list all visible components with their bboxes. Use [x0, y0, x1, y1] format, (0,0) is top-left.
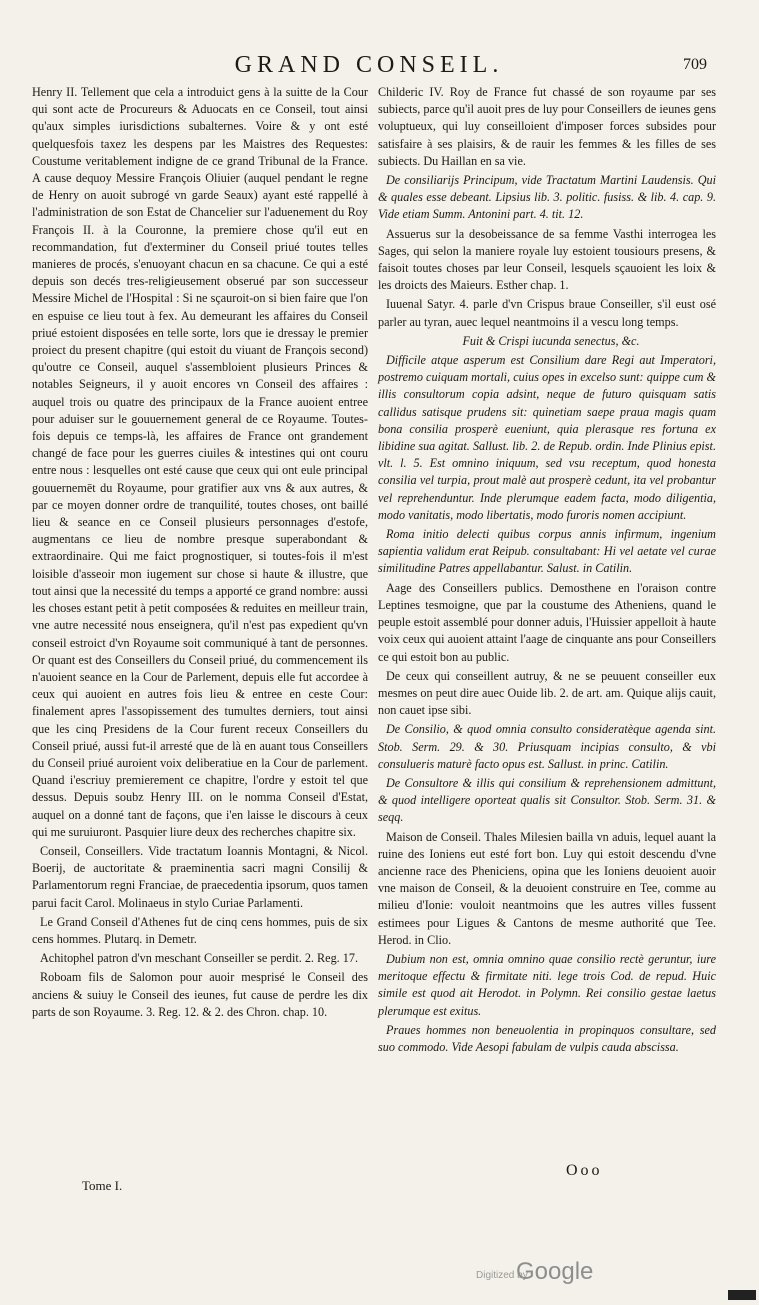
page-title: GRAND CONSEIL. — [234, 52, 504, 78]
paragraph: Henry II. Tellement que cela a introduict gens à la suitte de la Cour qui sont acte de Procureurs & Aduocats en ce Conseil, tout ainsi qu'aux simples iurisdictions subalternes. Voire & y ont esté quelquesfois taxez les despens par les Maistres des Requestes: Coustume veritablement indigne de ce grand Tribunal de la France. A cause dequoy Messire François Oliuier (auquel pendant le regne de Henry on auoit subrogé vn garde Seaux) ayant esté rappellé à l'administration de son Estat de Chancelier sur l'aduenement du Roy François II. à la Couronne, la premiere chose qu'il eut en recommandation, fut d'exterminer du Conseil priué toutes telles manieres de procés, s'enuoyant chacun en sa chacune. Ce qui a esté depuis son decés tres-religieusement obserué par son successeur Messire Michel de l'Hospital : Si ne sçauroit-on si bien faire que l'on en espuise ce lieu tout à fex. Au demeurant les affaires du Conseil priué estoient disposées en telle sorte, lors que ie dressay le premier proiect du present chapitre (qui estoit du viuant de François second) qu'outre ce Conseil, auquel s'assembloient plusieurs Princes & notables Seigneurs, il y auoit encores vn Conseil des affaires : auquel trois ou quatre des principaux de la France auoient entree pour aduiser sur le gouuernement general de ce Royaume. Toutes-fois depuis ce temps-là, les affaires de France ont grandement changé de face pour les guerres ciuiles & intestines qui ont couru entre nous : lesquelles ont esté cause que ceux qui ont eule principal gouuernemēt du Royaume, pour gratifier aux vns & aux autres, & par ce moyen donner ordre de tranquilité, toutes choses, ont baillé lieu & seance en ce Conseil plusieurs personnages d'estofe, augmentans ce lieu de nombre presque superabondant & extraordinaire. Qui me faict prognostiquer, si toutes-fois il m'est loisible d'asseoir mon iugement sur chose si haute & illustre, que tout ainsi que la necessité du temps a apporté ce grand nombre: aussi les choses estant petit à petit composées & reduites en meilleur train, vne autre necessité nous enseignera, qu'il n'est pas expedient qu'vn conseil estroict d'vn Royaume soit communiqué à tant de personnes. Or quant est des Conseillers du Conseil priué, du commencement ils n'auoient seance en la Cour de Parlement, depuis elle fut accordee à ceux qui auoient en autres fois lieu & entree en ceste Cour: finalement apres l'assopissement des tumultes derniers, tout ainsi que les cinq Presidens de la Cour furent receux Conseillers du Conseil priué, aussi fut-il arresté que de là en auant tous Conseillers du Conseil priué auroient voix deliberatiue en la Cour de parlement. Quand i'escriuy premierement ce chapitre, l'ordre y estoit tel que dessus. Depuis soubz Henry III. on le nomma Conseil d'Estat, auquel on a donné tant de façons, que i'en laisse le discours à ceux qui me suruiuront. Pasquier liure deux des recherches chapitre six. — [32, 85, 368, 839]
paragraph: De consiliarijs Principum, vide Tractatum Martini Laudensis. Qui & quales esse debeant. Lipsius lib. 3. politic. fusiss. & lib. 4. cap. 9. Vide etiam Summ. Antonini part. 4. tit. 12. — [378, 173, 716, 222]
paragraph: Conseil, Conseillers. Vide tractatum Ioannis Montagni, & Nicol. Boerij, de auctoritate & praeminentia sacri magni Consilij & Parlamentorum regni Franciae, de praecedentia ipsorum, quos tamen parui facit Carol. Molinaeus in stylo Curiae Parlamenti. — [32, 843, 368, 910]
watermark-prefix: Digitized by — [476, 1270, 528, 1281]
left-column — [32, 84, 368, 1023]
paragraph: Maison de Conseil. Thales Milesien bailla vn aduis, lequel auant la ruine des Ioniens eut esté fort bon. Luy qui estoit descendu d'vne ancienne race des Pheniciens, opina que les Ioniens deuoient auoir vne maison de Conseil, & la deuoient construire en Tee, comme au milieu d'Ionie: vouloit neantmoins que les autres villes fussent estimees pour Ligues & Cantons de mesme authorité que Tee. Herod. in Clio. — [378, 829, 716, 947]
paragraph: Aage des Conseillers publics. Demosthene en l'oraison contre Leptines tesmoigne, que par la coustume des Atheniens, quand le peuple estoit assemblé pour donner aduis, l'Huissier appelloit à haute voix ceux qui auoient attaint l'aage de cinquante ans pour Conseillers ce qui estoit bon au public. — [378, 580, 716, 664]
paragraph: Roma initio delecti quibus corpus annis infirmum, ingenium sapientia validum erat Reipub. consultabant: Hi vel aetate vel curae similitudine Patres appellabantur. Salust. in Catilin. — [378, 527, 716, 576]
volume-label: Tome I. — [82, 1178, 123, 1193]
paragraph: Assuerus sur la desobeissance de sa femme Vasthi interrogea les Sages, qui selon la maniere royale luy estoient tousiours presens, & faisoit toutes choses par leur Conseil, lesquels sçauoient les loix & les droicts des Maieurs. Esther chap. 1. — [378, 226, 716, 293]
paragraph: Roboam fils de Salomon pour auoir mesprisé le Conseil des anciens & suiuy le Conseil des ieunes, fut cause de perdre les dix parts de son Royaume. 3. Reg. 12. & 2. des Chron. chap. 10. — [32, 970, 368, 1019]
page-edge-mark — [728, 1290, 756, 1300]
page-number: 709 — [683, 56, 707, 73]
paragraph: Le Grand Conseil d'Athenes fut de cinq cens hommes, puis de six cens hommes. Plutarq. in Demetr. — [32, 914, 368, 946]
paragraph: Dubium non est, omnia omnino quae consilio rectè geruntur, iure meritoque effectu & firmitate niti. lege trois Cod. de repud. Huic simile est quod ait Herodot. in Polymn. Rei consilio gestae laetus plerumque est exitus. — [378, 951, 716, 1018]
paragraph: De ceux qui conseillent autruy, & ne se peuuent conseiller eux mesmes on peut dire auec Ouide lib. 2. de art. am. Quique alijs cauit, non cauet ipse sibi. — [378, 668, 716, 718]
paragraph: Difficile atque asperum est Consilium dare Regi aut Imperatori, postremo cuiquam mortali, cuius opes in excelso sunt: quippe cum & illis consultorum copia adsint, neque de futuro quisquam satis callidus satisque prudens sit: quinetiam saepe praua magis quam bona consilia prosperè eueniunt, quia plerasque res fortuna ex libidine sua agitat. Sallust. lib. 2. de Repub. ordin. Inde Plinius epist. vlt. l. 5. Est omnino iniquum, sed vsu receptum, quod honesta consilia vel turpia, prout malè aut prosperè cedunt, ita vel probantur vel reprehenduntur. Inde plerumque eadem facta, modo diligentia, modo vanitatis, modo libertatis, modo furoris nomen accipiunt. — [378, 353, 716, 522]
paragraph: Childeric IV. Roy de France fut chassé de son royaume par ses subiects, parce qu'il auoit pres de luy pour Conseillers de ieunes gens voluptueux, qui luy conseilloient d'imposer forces subsides pour satisfaire à ses plaisirs, & de rauir les femmes & les filles de ses subiects. Du Haillan en sa vie. — [378, 85, 716, 168]
paragraph: Fuit & Crispi iucunda senectus, &c. — [462, 333, 640, 348]
google-logo: Google — [516, 1258, 594, 1285]
right-column — [378, 84, 716, 1058]
signature-mark: Ooo — [566, 1162, 603, 1179]
paragraph: De Consilio, & quod omnia consulto consideratèque agenda sint. Stob. Serm. 29. & 30. Priusquam incipias consulto, & vbi consulueris maturè facto opus est. Sallust. in princ. Catilin. — [378, 722, 716, 771]
paragraph: Praues hommes non beneuolentia in propinquos consultare, sed suo commodo. Vide Aesopi fabulam de vulpis cauda abscissa. — [378, 1022, 716, 1054]
google-watermark — [476, 1258, 634, 1288]
paragraph: Iuuenal Satyr. 4. parle d'vn Crispus braue Conseiller, s'il eust osé parler au tyran, auec lequel neantmoins il a vescu long temps. — [378, 297, 716, 329]
paragraph: De Consultore & illis qui consilium & reprehensionem admittunt, & quod intelligere oporteat qualis sit Consultor. Stob. Serm. 31. & seqq. — [378, 775, 716, 825]
paragraph: Achitophel patron d'vn meschant Conseiller se perdit. 2. Reg. 17. — [40, 951, 358, 966]
running-header — [0, 52, 759, 86]
